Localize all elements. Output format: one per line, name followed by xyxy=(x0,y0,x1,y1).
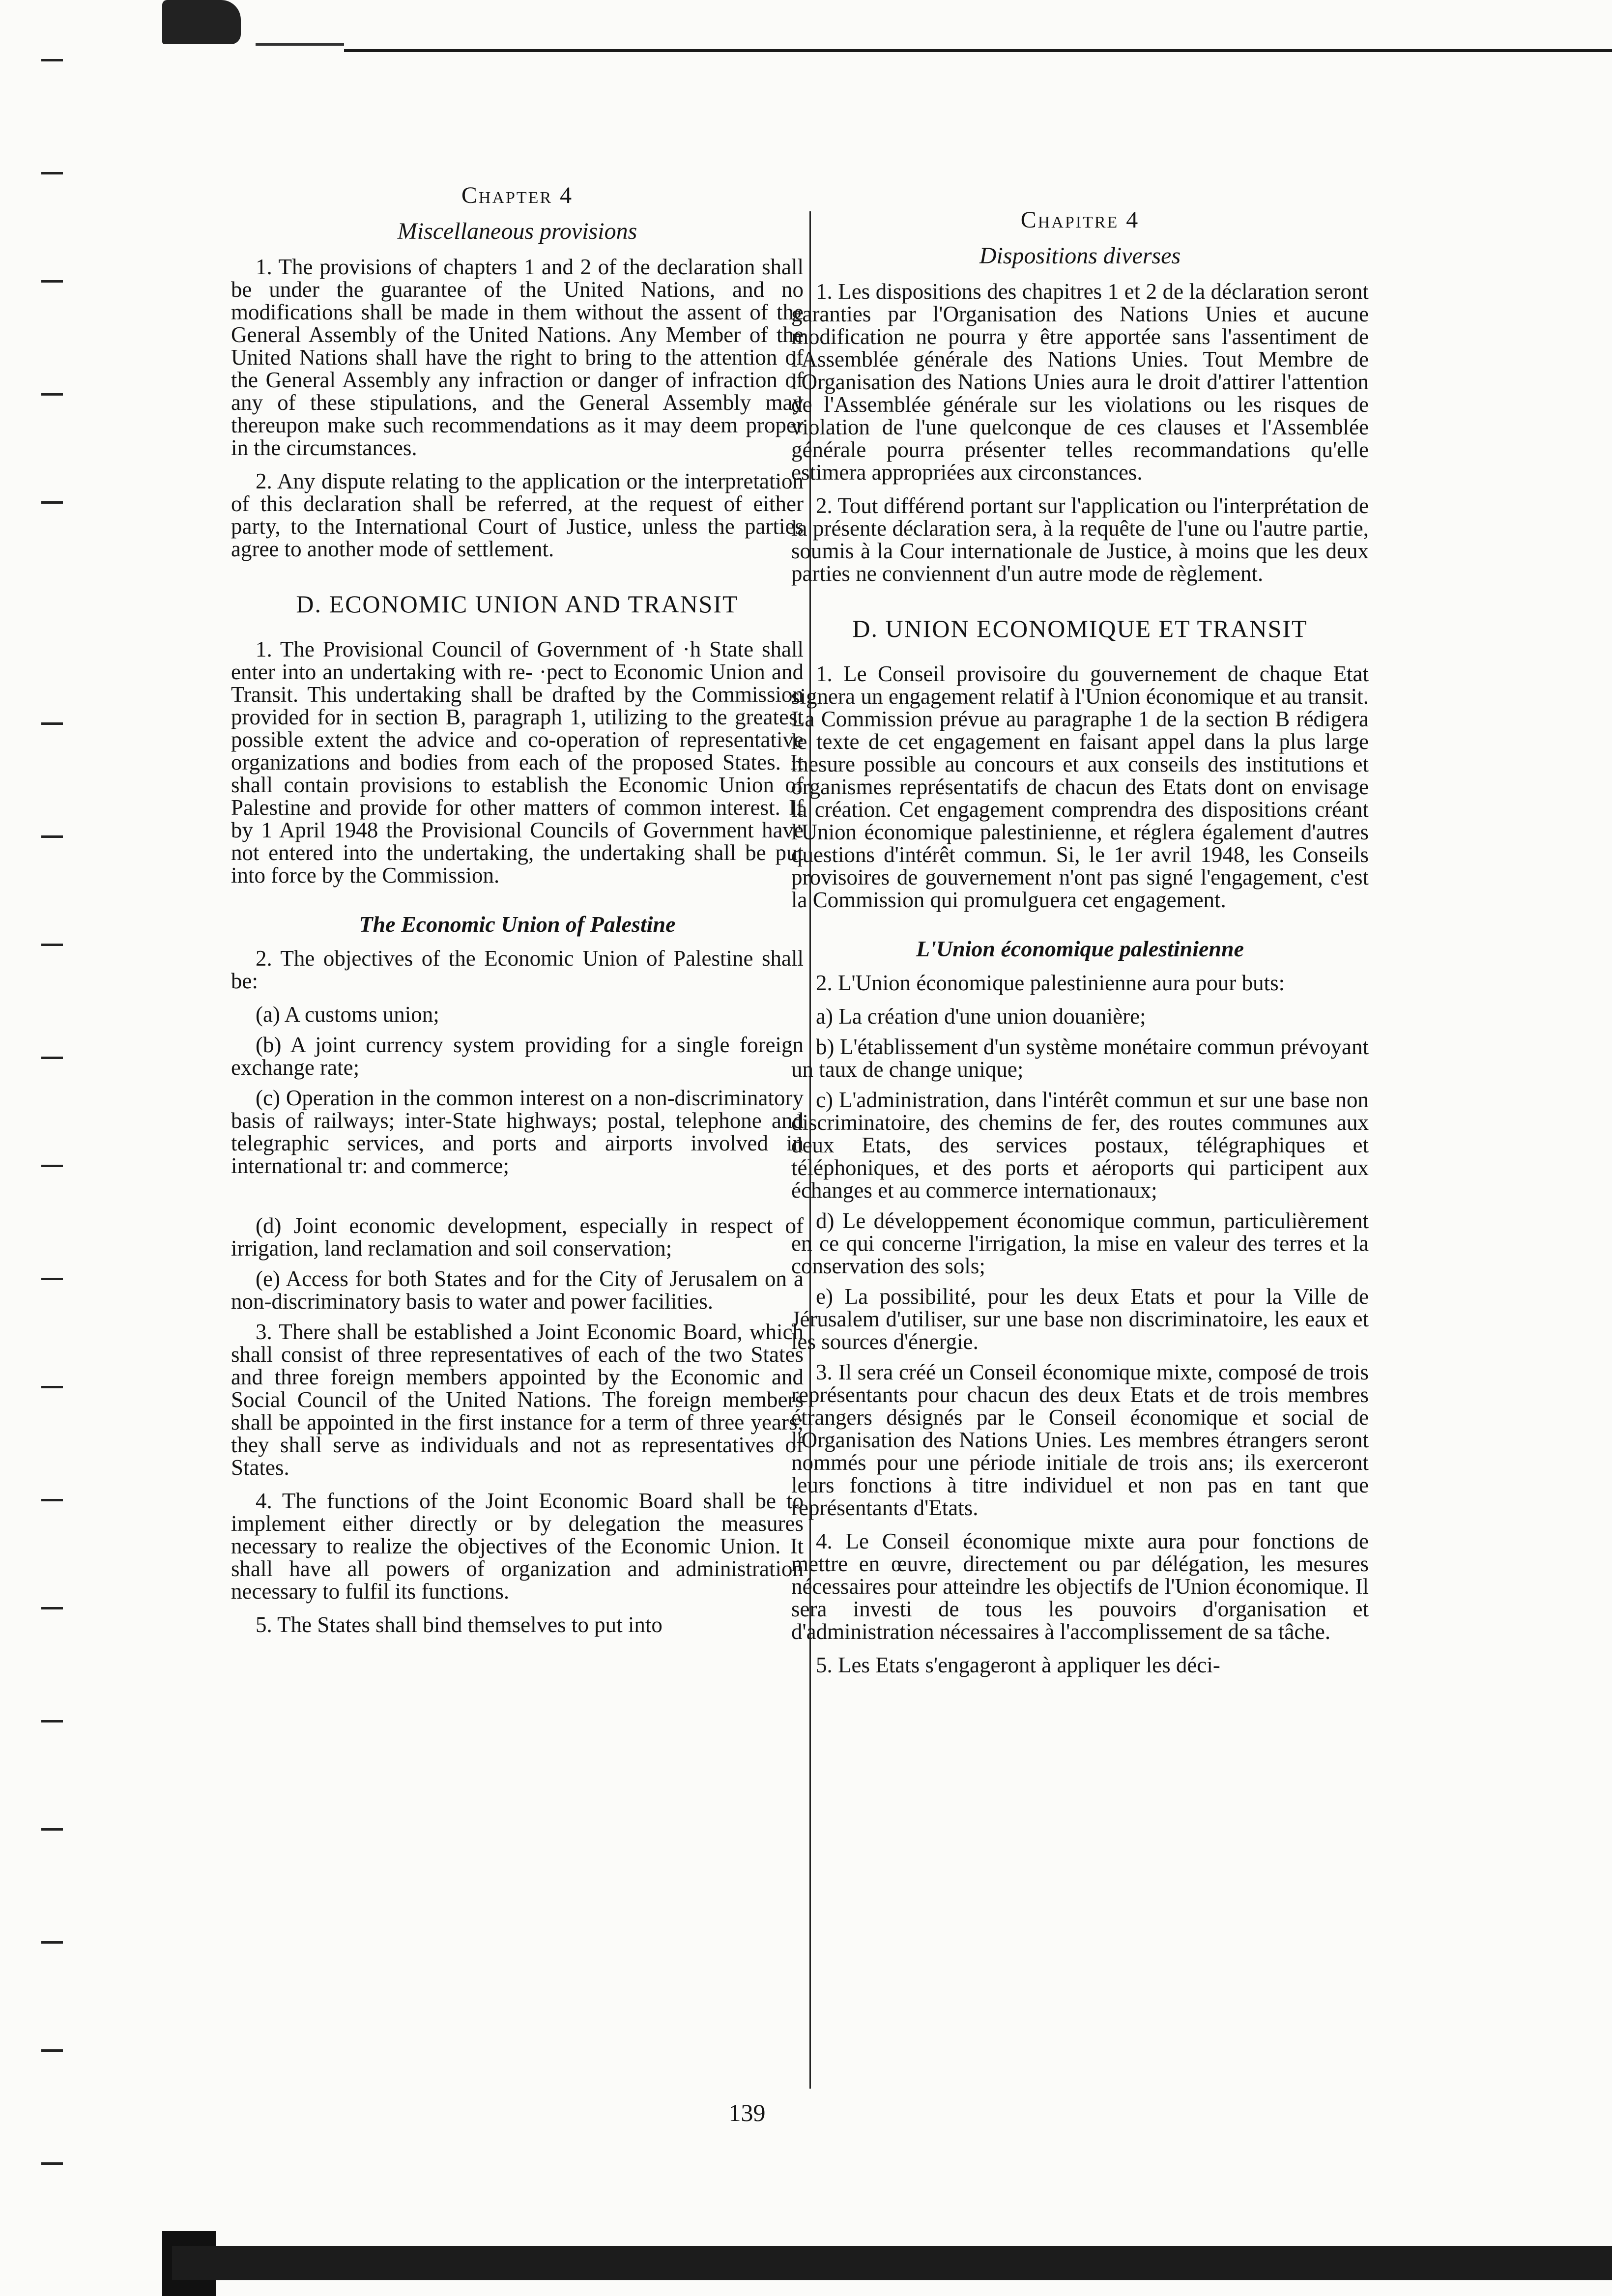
paragraph: 1. The provisions of chapters 1 and 2 of the declaration shall be under the guarantee of the United Nations, and no modifications shall be made in them without the assent of the General Assembly of the United Nations. Any Member of the United Nations shall have the right to bring to the attention of the General Assembly any infraction or danger of infraction of any of these stipulations, and the General Assembly may thereupon make such recommendations as it may deem proper in the circumstances. xyxy=(231,255,804,460)
list-item: (b) A joint currency system providing for a single foreign exchange rate; xyxy=(231,1033,804,1080)
chapter-subtitle: Dispositions diverses xyxy=(979,243,1181,269)
margin-mark xyxy=(41,393,63,396)
margin-mark xyxy=(41,501,63,504)
paragraph: 3. There shall be established a Joint Economic Board, which shall consist of three representatives of each of the two States and three foreign members appointed by the Economic and Social Council of the United Nations. The foreign members shall be appointed in the first instance for a term of three years; they shall serve as individuals and not as representatives of States. xyxy=(231,1320,804,1480)
margin-mark xyxy=(41,1165,63,1167)
english-column xyxy=(231,182,804,1647)
list-item: (e) Access for both States and for the City of Jerusalem on a non-discriminatory basis to water and power facilities. xyxy=(231,1266,804,1314)
chapter-heading: Chapitre 4 xyxy=(1020,207,1140,233)
list-item: (c) Operation in the common interest on a non-discriminatory basis of railways; inter-State highways; postal, telephone and telegraphic services, and ports and airports involved in international tr: and commerce; xyxy=(231,1086,804,1178)
list-item: d) Le développement économique commun, particulièrement en ce qui concerne l'irrigation, la mise en valeur des terres et la conservation des sols; xyxy=(791,1208,1369,1278)
subheading: L'Union économique palestinienne xyxy=(916,936,1244,961)
page-number: 139 xyxy=(728,2099,766,2126)
margin-mark xyxy=(41,1499,63,1501)
list-item: b) L'établissement d'un système monétaire commun prévoyant un taux de change unique; xyxy=(791,1034,1369,1082)
margin-mark xyxy=(41,1386,63,1388)
margin-mark xyxy=(41,1057,63,1059)
list-item: (a) A customs union; xyxy=(256,1002,439,1027)
scan-rule-top xyxy=(344,49,1612,52)
margin-mark xyxy=(41,944,63,946)
margin-mark xyxy=(41,835,63,838)
margin-mark xyxy=(41,59,63,61)
paragraph: 2. Tout différend portant sur l'application ou l'interprétation de la présente déclaration sera, à la requête de l'une ou l'autre partie, soumis à la Cour internationale de Justice, à moins que les deux parties ne conviennent d'un autre mode de règlement. xyxy=(791,493,1369,586)
section-title: D. ECONOMIC UNION AND TRANSIT xyxy=(296,590,739,618)
paragraph: 2. Any dispute relating to the application or the interpretation of this declaration shall be referred, at the request of either party, to the International Court of Justice, unless the parties agree to another mode of settlement. xyxy=(231,469,804,561)
chapter-heading: Chapter 4 xyxy=(461,182,574,208)
margin-mark xyxy=(41,722,63,725)
margin-mark xyxy=(41,1828,63,1831)
chapter-subtitle: Miscellaneous provisions xyxy=(397,218,637,244)
paragraph: 4. The functions of the Joint Economic Board shall be to implement either directly or by delegation the measures necessary to realize the objectives of the Economic Union. It shall have all powers of organization and administration necessary to fulfil its functions. xyxy=(231,1489,804,1604)
paragraph: 3. Il sera créé un Conseil économique mixte, composé de trois représentants pour chacun des deux Etats et de trois membres étrangers désignés par le Conseil économique et social de l'Organisation des Nations Unies. Les membres étrangers seront nommés pour une période initiale de trois ans; ils exerceront leurs fonctions à titre individuel et non pas en tant que représentants d'Etats. xyxy=(791,1360,1369,1520)
paragraph: 5. Les Etats s'engageront à appliquer les déci- xyxy=(816,1653,1220,1677)
margin-mark xyxy=(41,172,63,174)
list-item: c) L'administration, dans l'intérêt commun et sur une base non discriminatoire, des chemins de fer, des routes communes aux deux Etats, des services postaux, télégraphiques et téléphoniques, et des ports et aéroports qui participent aux échanges et au commerce internationaux; xyxy=(791,1088,1369,1203)
paragraph: 1. The Provisional Council of Government of ·h State shall enter into an undertaking with re- ·pect to Economic Union and Transit. This undertaking shall be drafted by the Commission provided for in section B, paragraph 1, utilizing to the greatest possible extent the advice and co-operation of representative organizations and bodies from each of the proposed States. It shall contain provisions to establish the Economic Union of Palestine and provide for other matters of common interest. If by 1 April 1948 the Provisional Councils of Government have not entered into the undertaking, the undertaking shall be put into force by the Commission. xyxy=(231,637,804,888)
paragraph: 5. The States shall bind themselves to put into xyxy=(256,1612,662,1637)
margin-mark xyxy=(41,280,63,283)
list-item: e) La possibilité, pour les deux Etats et pour la Ville de Jérusalem d'utiliser, sur une base non discriminatoire, les eaux et les sources d'énergie. xyxy=(791,1284,1369,1354)
paragraph: 1. Le Conseil provisoire du gouvernement de chaque Etat signera un engagement relatif à l'Union économique et au transit. La Commission prévue au paragraphe 1 de la section B rédigera le texte de cet engagement en faisant appel dans la plus large mesure possible au concours et aux conseils des institutions et organismes représentatifs de chacun des Etats dont on envisage la création. Cet engagement comprendra des dispositions créant l'Union économique palestinienne, et réglera également d'autres questions d'intérêt commun. Si, le 1er avril 1948, les Conseils provisoires de gouvernement n'ont pas signé l'engagement, c'est la Commission qui promulguera cet engagement. xyxy=(791,661,1369,912)
margin-mark xyxy=(41,1278,63,1280)
list-item: (d) Joint economic development, especially in respect of irrigation, land reclamation and soil conservation; xyxy=(231,1213,804,1261)
scan-artifact-top xyxy=(162,0,241,44)
paragraph: 1. Les dispositions des chapitres 1 et 2 de la déclaration seront garanties par l'Organisation des Nations Unies et aucune modification ne pourra y être apportée sans l'assentiment de l'Assemblée générale des Nations Unies. Tout Membre de l'Organisation des Nations Unies aura le droit d'attirer l'attention de l'Assemblée générale sur les violations ou les risques de violation de l'une quelconque de ces clauses et l'Assemblée générale pourra présenter telles recommandations qu'elle estimera appropriées aux circonstances. xyxy=(791,279,1369,485)
margin-mark xyxy=(41,1720,63,1722)
subheading: The Economic Union of Palestine xyxy=(359,912,676,937)
paragraph: 2. The objectives of the Economic Union of Palestine shall be: xyxy=(231,946,804,993)
margin-mark xyxy=(41,1941,63,1944)
french-column xyxy=(791,206,1369,1687)
list-item: a) La création d'une union douanière; xyxy=(816,1004,1146,1029)
margin-mark xyxy=(41,2049,63,2052)
scan-band-bottom xyxy=(172,2246,1612,2280)
paragraph: 2. L'Union économique palestinienne aura pour buts: xyxy=(816,971,1285,995)
section-title: D. UNION ECONOMIQUE ET TRANSIT xyxy=(852,615,1308,642)
margin-mark xyxy=(41,1607,63,1609)
margin-mark xyxy=(41,2162,63,2165)
paragraph: 4. Le Conseil économique mixte aura pour fonctions de mettre en œuvre, directement ou par délégation, les mesures nécessaires pour atteindre les objectifs de l'Union économique. Il sera investi de tous les pouvoirs d'organisation et d'administration nécessaires à l'accomplissement de sa tâche. xyxy=(791,1529,1369,1644)
scan-rule-top-short xyxy=(256,43,344,46)
